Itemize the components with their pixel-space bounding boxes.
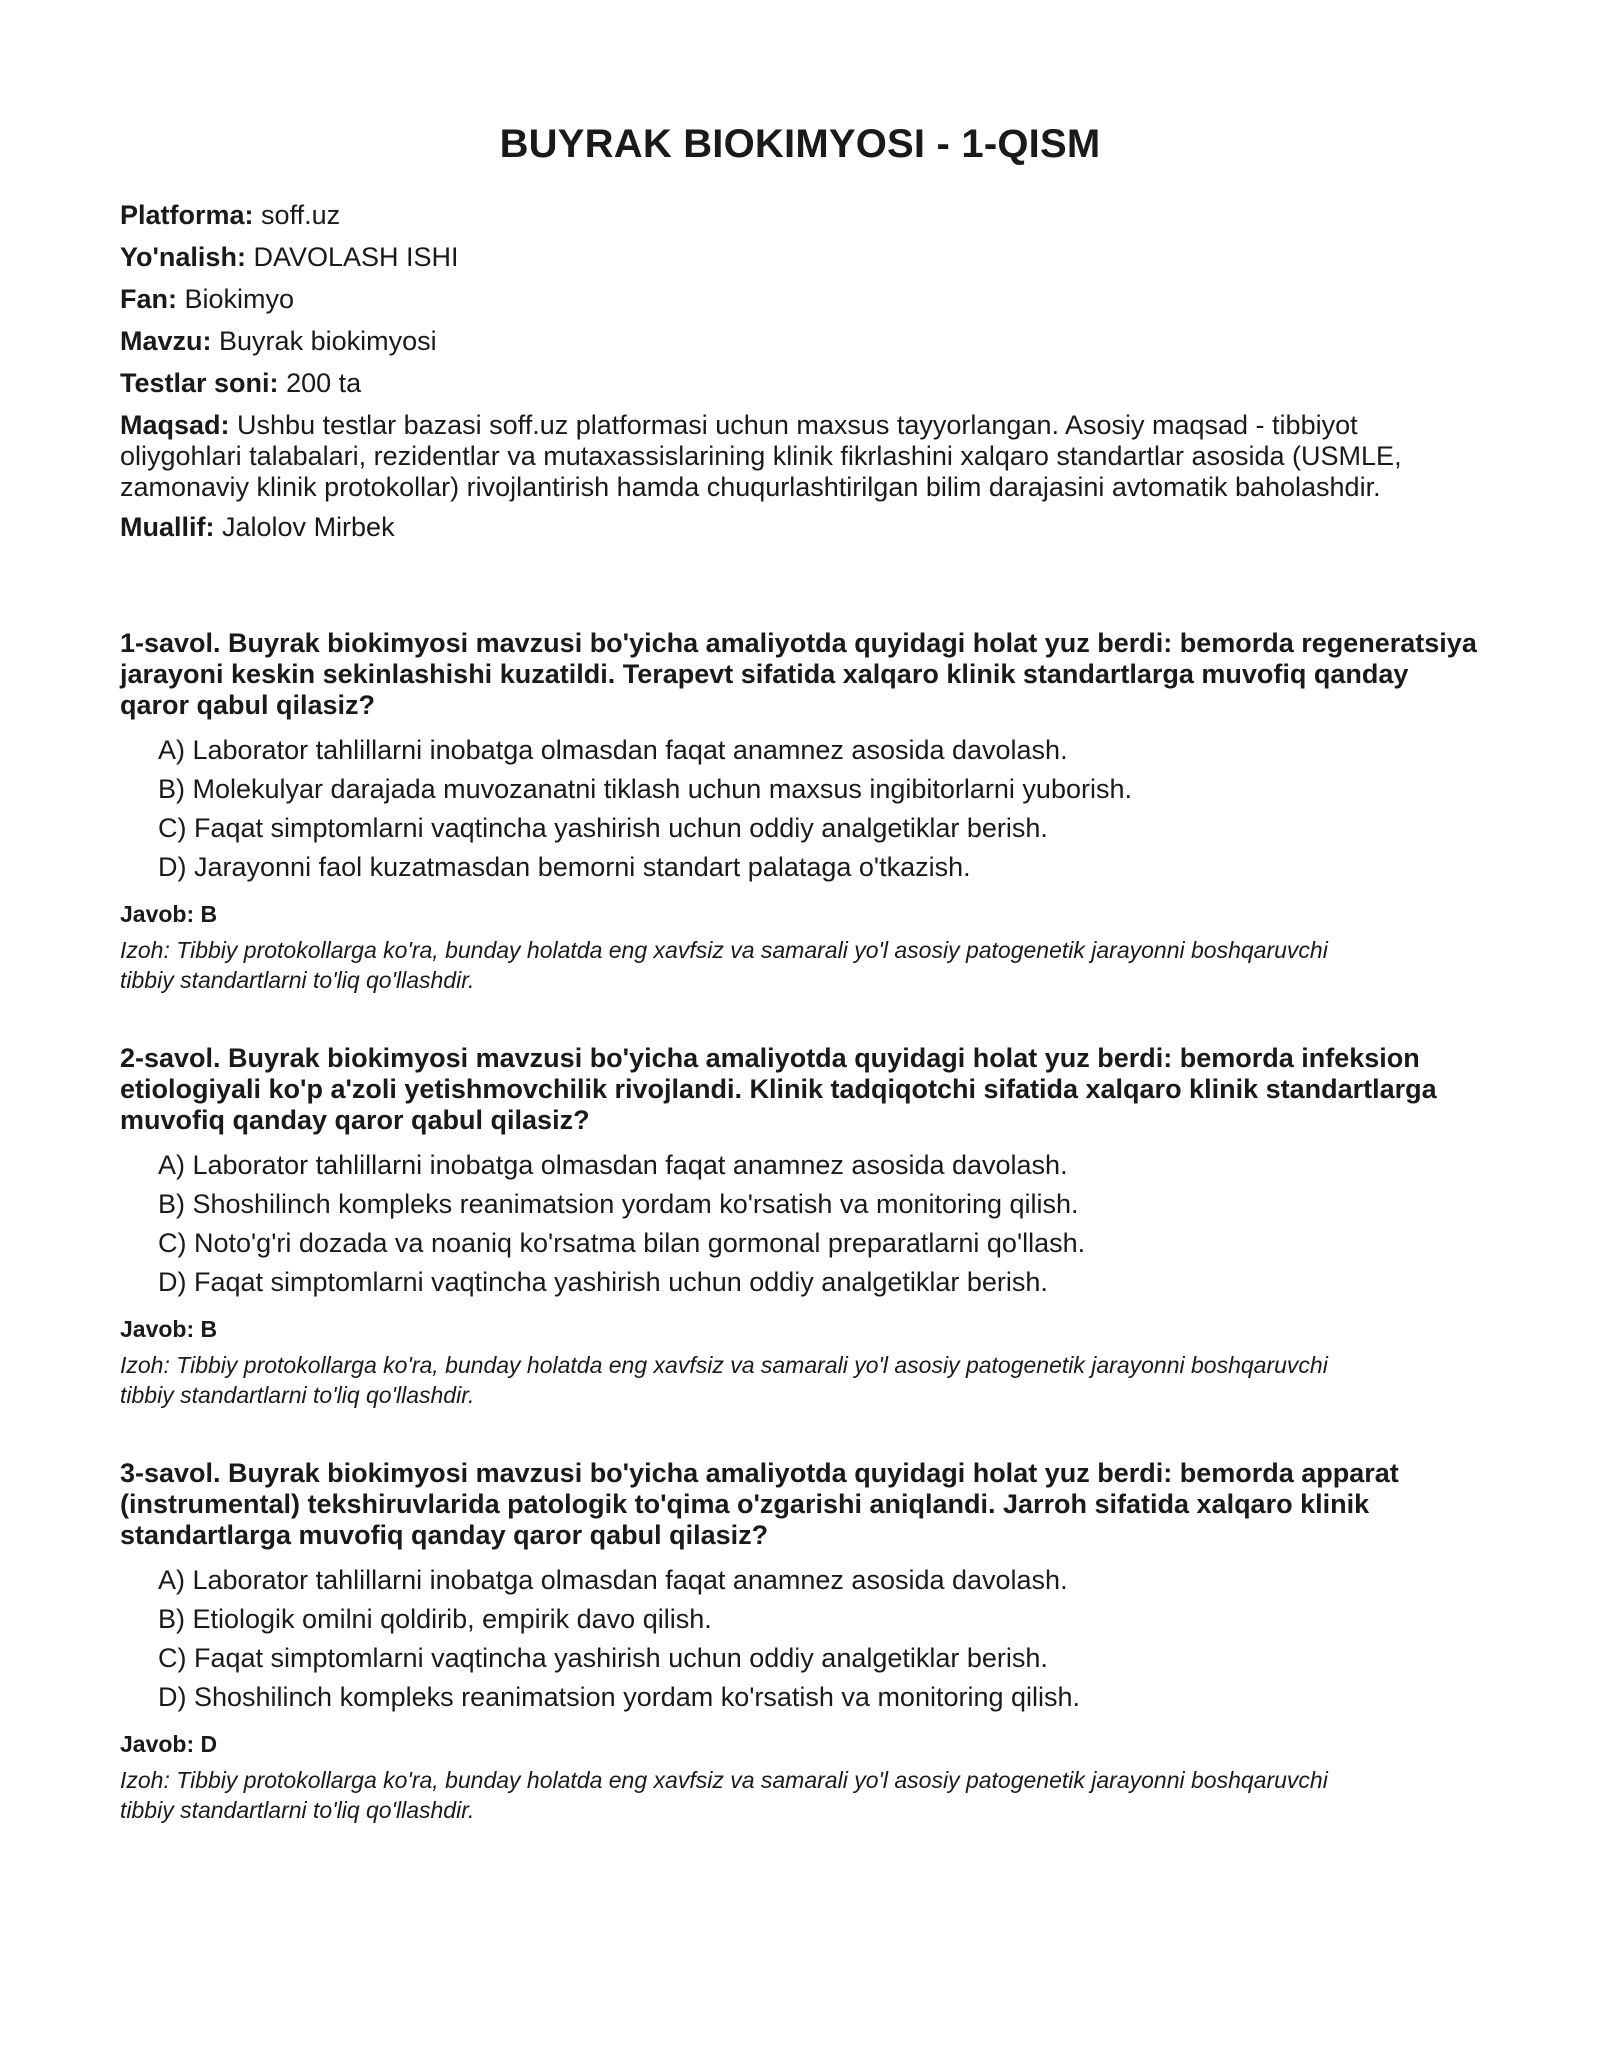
meta-muallif-label: Muallif: xyxy=(120,512,215,542)
document-title: BUYRAK BIOKIMYOSI - 1-QISM xyxy=(499,122,1101,166)
meta-maqsad-label: Maqsad: xyxy=(120,410,230,440)
meta-fan xyxy=(120,284,1480,315)
answer-option-b: B) Shoshilinch kompleks reanimatsion yordam ko'rsatish va monitoring qilish. xyxy=(158,1189,1079,1219)
question-item xyxy=(120,1043,1480,1410)
meta-testlar-soni-value: 200 ta xyxy=(286,368,362,398)
answer-option-d: D) Shoshilinch kompleks reanimatsion yordam ko'rsatish va monitoring qilish. xyxy=(158,1682,1081,1712)
meta-fan-value: Biokimyo xyxy=(184,284,295,314)
answer-option-c: C) Faqat simptomlarni vaqtincha yashirish uchun oddiy analgetiklar berish. xyxy=(158,813,1048,843)
answer-explanation: Izoh: Tibbiy protokollarga ko'ra, bunday holatda eng xavfsiz va samarali yo'l asosiy patogenetik jarayonni boshqaruvchi tibbiy standartlarni to'liq qo'llashdir. xyxy=(120,1767,1328,1823)
meta-muallif-value: Jalolov Mirbek xyxy=(222,512,395,542)
meta-muallif xyxy=(120,512,1480,543)
answer-option-b: B) Etiologik omilni qoldirib, empirik davo qilish. xyxy=(158,1604,712,1634)
question-item xyxy=(120,1458,1480,1825)
answer-option-b: B) Molekulyar darajada muvozanatni tiklash uchun maxsus ingibitorlarni yuborish. xyxy=(158,774,1132,804)
question-item xyxy=(120,628,1480,995)
meta-maqsad-value: Ushbu testlar bazasi soff.uz platformasi uchun maxsus tayyorlangan. Asosiy maqsad - tibbiyot oliygohlari talabalari, rezidentlar va mutaxassislarining klinik fikrlashini xalqaro standartlar asosida (USMLE, zamonaviy klinik protokollar) rivojlantirish hamda chuqurlashtirilgan bilim darajasini avtomatik baholashdir. xyxy=(120,410,1402,502)
meta-testlar-soni xyxy=(120,368,1480,399)
answer-option-c: C) Noto'g'ri dozada va noaniq ko'rsatma bilan gormonal preparatlarni qo'llash. xyxy=(158,1228,1086,1258)
answer-explanation: Izoh: Tibbiy protokollarga ko'ra, bunday holatda eng xavfsiz va samarali yo'l asosiy patogenetik jarayonni boshqaruvchi tibbiy standartlarni to'liq qo'llashdir. xyxy=(120,1352,1328,1408)
answer-options xyxy=(120,731,1480,887)
answer-options xyxy=(120,1561,1480,1717)
correct-answer: Javob: B xyxy=(120,901,218,927)
correct-answer: Javob: B xyxy=(120,1316,218,1342)
meta-maqsad xyxy=(120,410,1480,503)
question-list xyxy=(120,628,1480,1825)
question-text: 3-savol. Buyrak biokimyosi mavzusi bo'yicha amaliyotda quyidagi holat yuz berdi: bemorda apparat (instrumental) tekshiruvlarida patologik to'qima o'zgarishi aniqlandi. Jarroh sifatida xalqaro klinik standartlarga muvofiq qanday qaror qabul qilasiz? xyxy=(120,1458,1399,1550)
document-metadata xyxy=(120,200,1480,543)
question-text: 2-savol. Buyrak biokimyosi mavzusi bo'yicha amaliyotda quyidagi holat yuz berdi: bemorda infeksion etiologiyali ko'p a'zoli yetishmovchilik rivojlandi. Klinik tadqiqotchi sifatida xalqaro klinik standartlarga muvofiq qanday qaror qabul qilasiz? xyxy=(120,1043,1437,1135)
answer-explanation: Izoh: Tibbiy protokollarga ko'ra, bunday holatda eng xavfsiz va samarali yo'l asosiy patogenetik jarayonni boshqaruvchi tibbiy standartlarni to'liq qo'llashdir. xyxy=(120,937,1328,993)
meta-yonalish-label: Yo'nalish: xyxy=(120,242,246,272)
meta-yonalish-value: DAVOLASH ISHI xyxy=(253,242,459,272)
correct-answer: Javob: D xyxy=(120,1731,218,1757)
answer-option-a: A) Laborator tahlillarni inobatga olmasdan faqat anamnez asosida davolash. xyxy=(158,735,1068,765)
answer-option-d: D) Faqat simptomlarni vaqtincha yashirish uchun oddiy analgetiklar berish. xyxy=(158,1267,1048,1297)
answer-option-d: D) Jarayonni faol kuzatmasdan bemorni standart palataga o'tkazish. xyxy=(158,852,971,882)
meta-mavzu xyxy=(120,326,1480,357)
meta-mavzu-value: Buyrak biokimyosi xyxy=(219,326,437,356)
meta-platforma xyxy=(120,200,1480,231)
meta-platforma-label: Platforma: xyxy=(120,200,254,230)
meta-platforma-value: soff.uz xyxy=(261,200,341,230)
meta-yonalish xyxy=(120,242,1480,273)
meta-fan-label: Fan: xyxy=(120,284,177,314)
answer-option-c: C) Faqat simptomlarni vaqtincha yashirish uchun oddiy analgetiklar berish. xyxy=(158,1643,1048,1673)
question-text: 1-savol. Buyrak biokimyosi mavzusi bo'yicha amaliyotda quyidagi holat yuz berdi: bemorda regeneratsiya jarayoni keskin sekinlashishi kuzatildi. Terapevt sifatida xalqaro klinik standartlarga muvofiq qanday qaror qabul qilasiz? xyxy=(120,628,1477,720)
meta-testlar-soni-label: Testlar soni: xyxy=(120,368,279,398)
meta-mavzu-label: Mavzu: xyxy=(120,326,212,356)
answer-options xyxy=(120,1146,1480,1302)
answer-option-a: A) Laborator tahlillarni inobatga olmasdan faqat anamnez asosida davolash. xyxy=(158,1150,1068,1180)
answer-option-a: A) Laborator tahlillarni inobatga olmasdan faqat anamnez asosida davolash. xyxy=(158,1565,1068,1595)
